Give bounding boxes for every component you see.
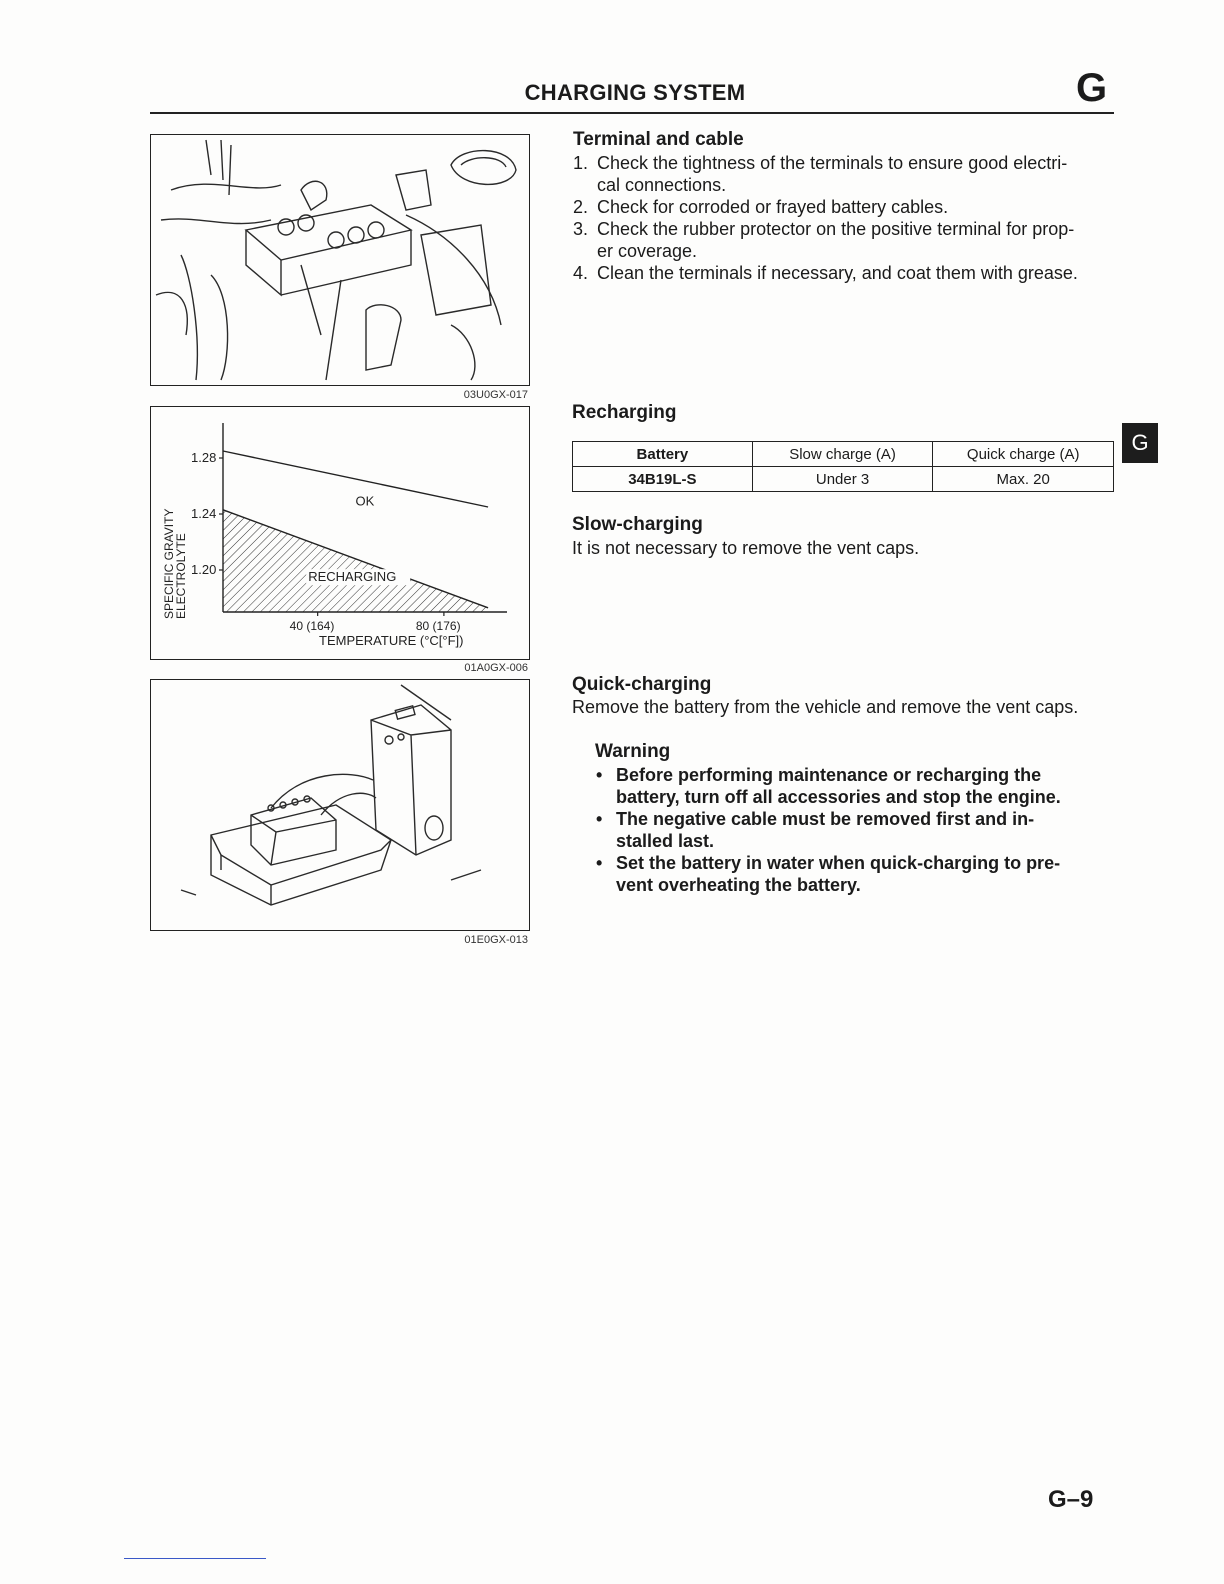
table-row	[573, 467, 1114, 492]
battery-model-cell: 34B19L-S	[573, 467, 753, 492]
y-axis-label-line1: SPECIFIC GRAVITY	[162, 508, 176, 619]
recharging-label: RECHARGING	[308, 569, 397, 585]
battery-in-water-illustration	[150, 679, 530, 931]
warning-item: • Before performing maintenance or recharging the battery, turn off all accessories and stop the engine.	[594, 764, 1119, 808]
engine-bay-illustration	[150, 134, 530, 386]
slow-charging-heading: Slow-charging	[572, 514, 703, 535]
footer-line	[124, 1558, 266, 1559]
battery-water-drawing	[151, 680, 529, 930]
recharging-table	[572, 441, 1114, 492]
header-rule	[150, 112, 1114, 114]
x-tick-label: 40 (164)	[289, 619, 335, 633]
chart-svg	[151, 407, 529, 659]
col-slow-charge: Slow charge (A)	[752, 442, 933, 467]
engine-bay-drawing	[151, 135, 529, 385]
step-item: 3. Check the rubber protector on the positive terminal for prop- er coverage.	[573, 219, 1075, 261]
warning-item: • Set the battery in water when quick-charging to pre- vent overheating the battery.	[594, 852, 1119, 896]
col-quick-charge: Quick charge (A)	[933, 442, 1114, 467]
step-item: 4. Clean the terminals if necessary, and coat them with grease.	[573, 263, 1078, 283]
slow-charging-text: It is not necessary to remove the vent caps.	[572, 538, 920, 558]
step-item: 2. Check for corroded or frayed battery cables.	[573, 197, 949, 217]
warning-heading: Warning	[595, 741, 671, 762]
x-axis-label: TEMPERATURE (°C[°F])	[319, 633, 464, 648]
x-tick-label: 80 (176)	[415, 619, 461, 633]
y-tick-label: 1.24	[191, 506, 217, 521]
warning-list	[594, 764, 1119, 896]
quick-charging-text: Remove the battery from the vehicle and remove the vent caps.	[572, 697, 1079, 717]
col-battery: Battery	[573, 442, 753, 467]
specific-gravity-chart	[150, 406, 530, 660]
ok-label: OK	[355, 493, 375, 509]
table-header-row	[573, 442, 1114, 467]
step-item: 1. Check the tightness of the terminals to ensure good electri- cal connections.	[573, 153, 1068, 195]
section-letter: G	[1076, 66, 1108, 110]
y-tick-label: 1.20	[191, 562, 217, 577]
page-title: CHARGING SYSTEM	[524, 80, 746, 105]
quick-charge-cell: Max. 20	[933, 467, 1114, 492]
recharging-heading: Recharging	[572, 402, 677, 423]
figure-code: 01E0GX-013	[464, 934, 528, 946]
quick-charging-heading: Quick-charging	[572, 674, 712, 695]
section-tab: G	[1122, 423, 1158, 463]
figure-code: 03U0GX-017	[463, 389, 528, 401]
warning-item: • The negative cable must be removed first and in- stalled last.	[594, 808, 1119, 852]
slow-charge-cell: Under 3	[752, 467, 933, 492]
figure-code: 01A0GX-006	[464, 662, 528, 674]
page-number: G–9	[1048, 1486, 1094, 1513]
terminal-steps	[573, 152, 1118, 284]
y-tick-label: 1.28	[191, 450, 217, 465]
y-axis-label-line2: ELECTROLYTE	[174, 533, 188, 619]
terminal-heading: Terminal and cable	[573, 129, 744, 150]
